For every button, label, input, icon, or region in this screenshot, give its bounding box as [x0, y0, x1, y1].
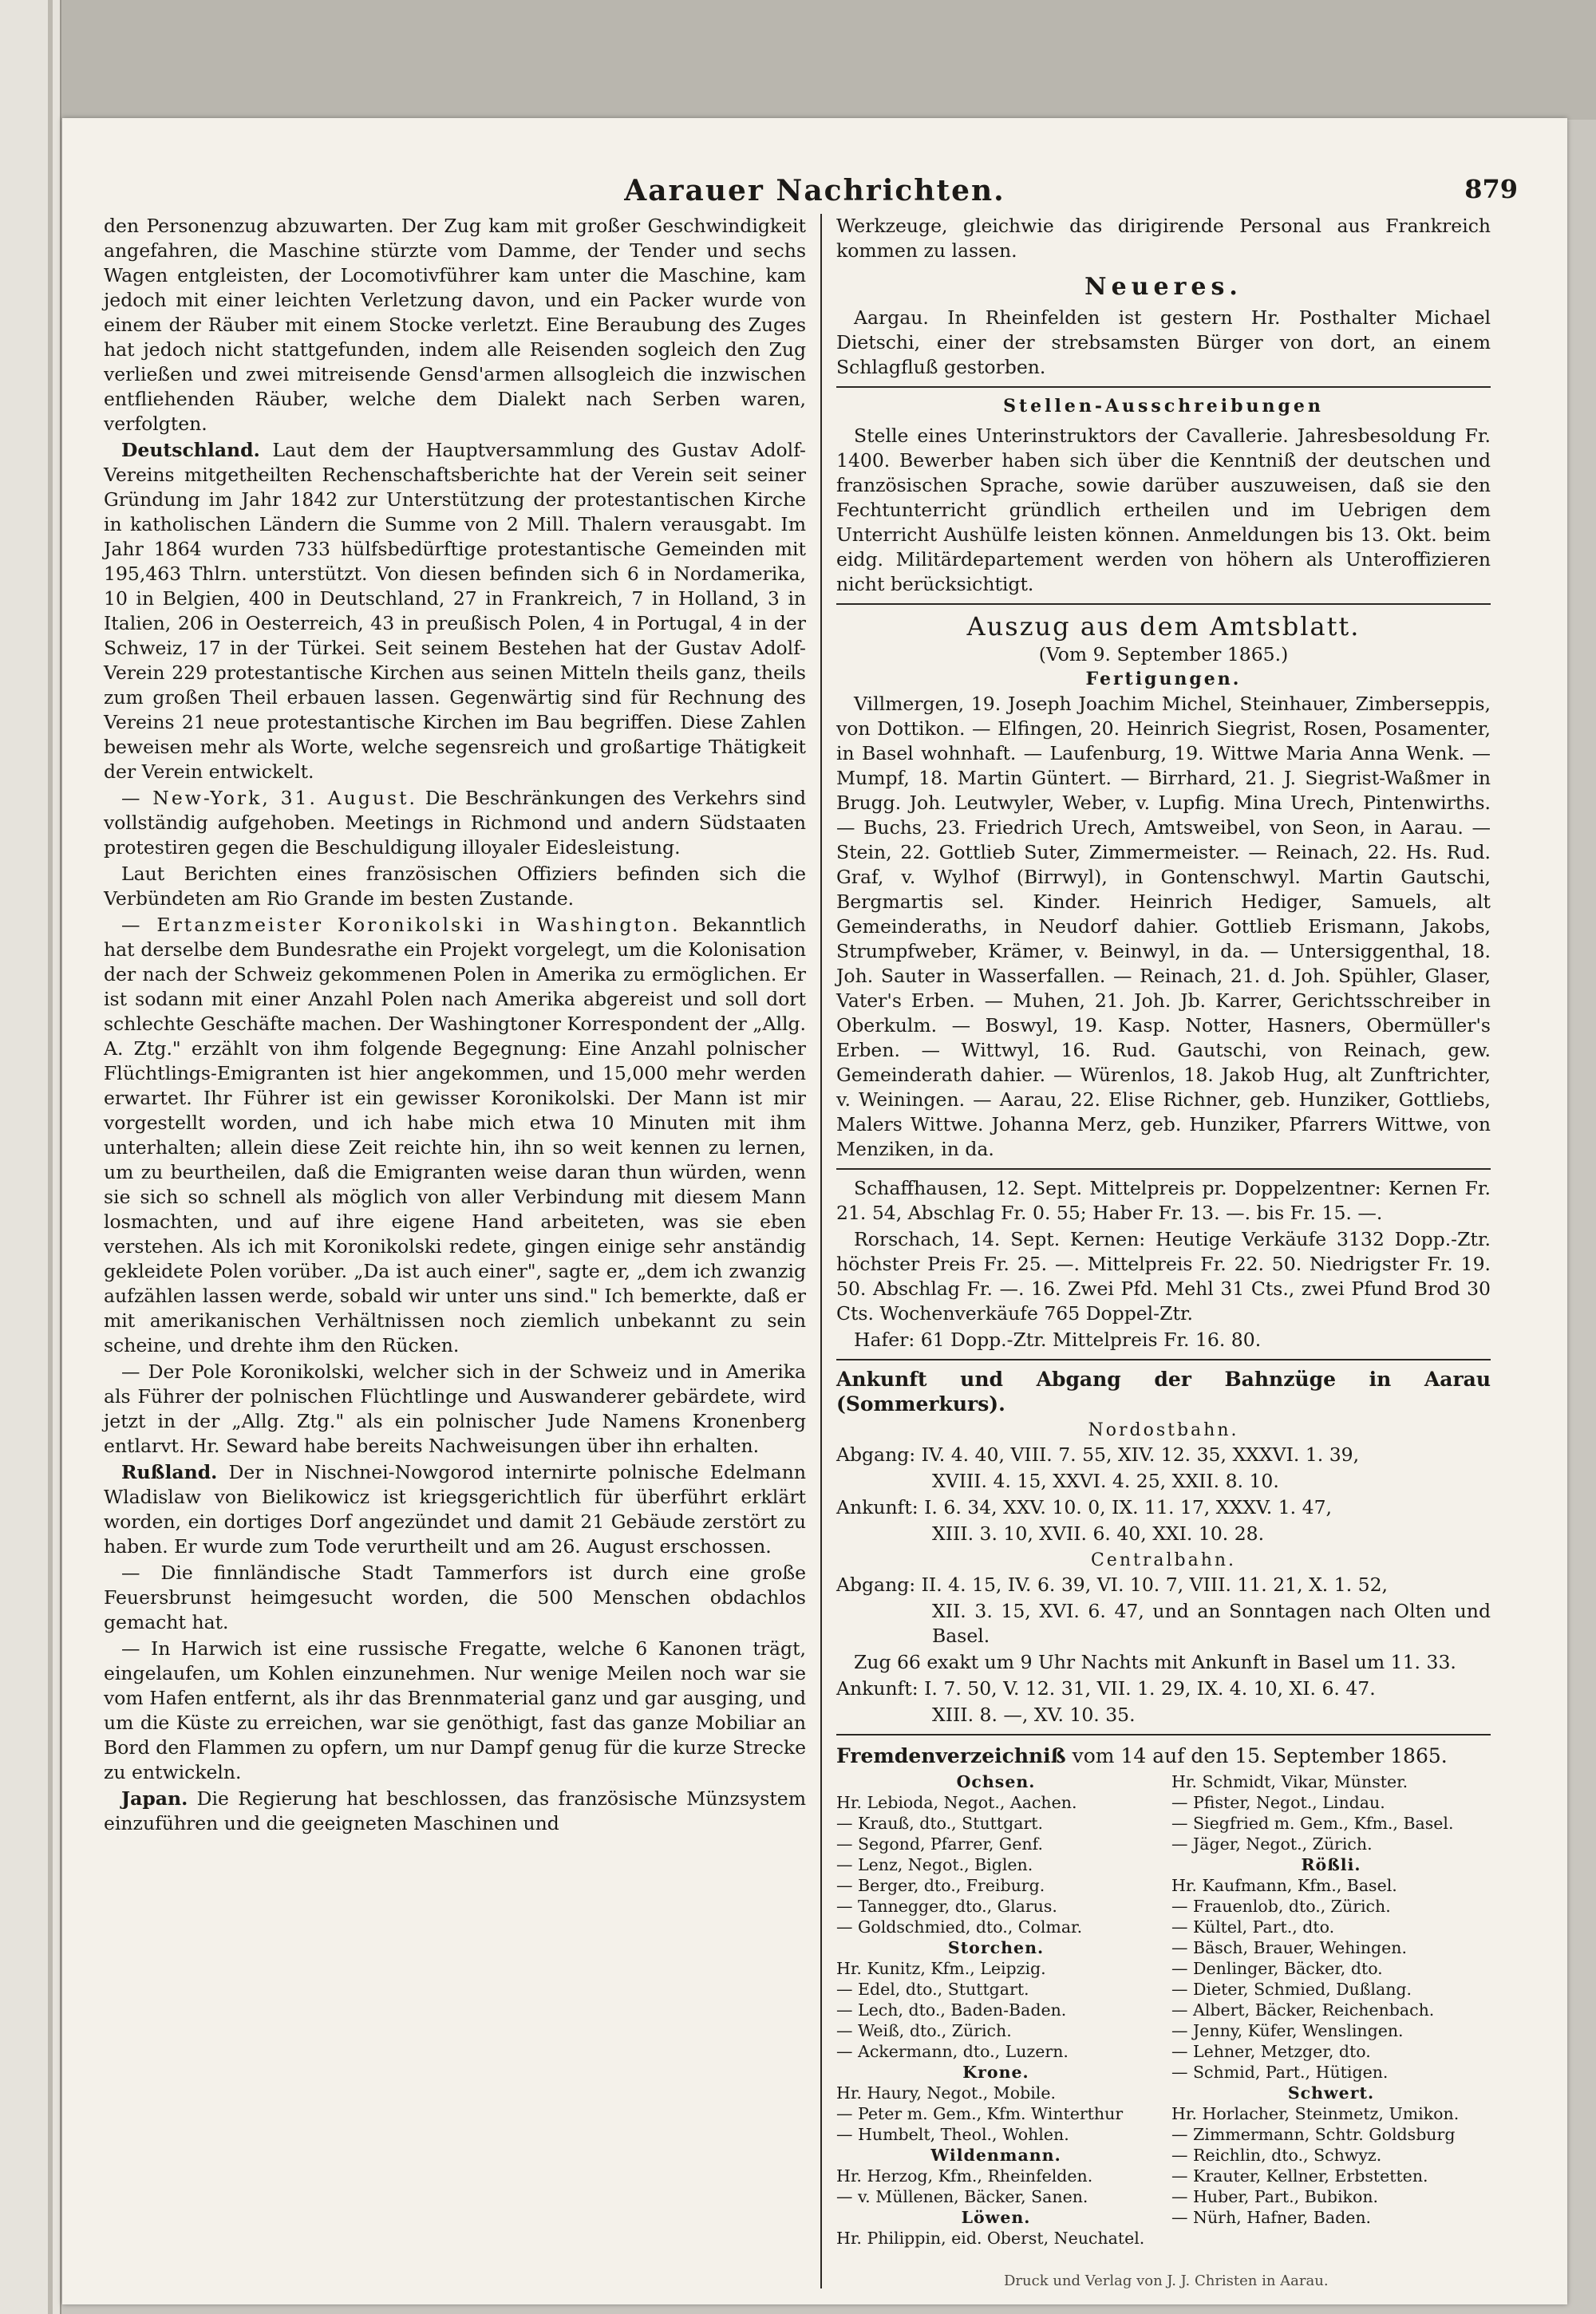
article-new-york-text: Die Beschränkungen des Verkehrs sind vollständig aufgehoben. Meetings in Richmond und andern Südstaaten protestiren gegen die Beschuldigung illoyaler Eidesleistung. [104, 787, 806, 859]
newspaper-page [62, 118, 1567, 2304]
guest-entry: Hr. Haury, Negot., Mobile. [836, 2083, 1056, 2103]
article-rio-grande: Laut Berichten eines französischen Offiziers befinden sich die Verbündeten am Rio Grande im besten Zustande. [104, 863, 806, 910]
guest-entry: — Schmid, Part., Hütigen. [1171, 2063, 1389, 2082]
guest-entry: Hr. Schmidt, Vikar, Münster. [1171, 1772, 1408, 1791]
article-koronikolski-text: Bekanntlich hat derselbe dem Bundesrathe ein Projekt vorgelegt, um die Kolonisation der nach der Schweiz gekommenen Polen in Amerika zu ermöglichen. Er ist sodann mit einer Anzahl Polen nach Amerika abgereist und soll dort schlechte Geschäfte machen. Der Washingtoner Korrespondent der „Allg. A. Ztg." erzählt von ihm folgende Begegnung: Eine Anzahl polnischer Flüchtlings-Emigranten ist hier angekommen, und 15,000 mehr werden erwartet. Ihr Führer ist ein gewisser Koronikolski. Der Mann ist mir vorgestellt worden, und ich habe mich etwa 10 Minuten mit ihm unterhalten; allein diese Zeit reichte hin, ihn so weit kennen zu lernen, um zu beurtheilen, daß die Emigranten weise daran thun würden, wenn sie sich so schnell als möglich von aller Verbindung mit diesem Mann losmachten, und auf ihre eigene Hand arbeiteten, was sie eben verstehen. Als ich mit Koronikolski redete, gingen einige sehr anständig gekleidete Polen vorüber. „Da ist auch einer", sagte er, „dem ich zwanzig aufzählen lassen werde, sobald wir unter uns sind." Ich bemerkte, daß er mit amerikanischen Verhältnissen noch ziemlich unbekannt zu sein scheine, und drehte ihm den Rücken. [104, 914, 806, 1356]
guest-list-right [1171, 1771, 1491, 2249]
printer-imprint: Druck und Verlag von J. J. Christen in Aarau. [1004, 2273, 1329, 2289]
guest-entry: — v. Müllenen, Bäcker, Sanen. [836, 2187, 1088, 2206]
guest-entry: — Jäger, Negot., Zürich. [1171, 1834, 1373, 1854]
dateline-japan: Japan. [121, 1787, 188, 1810]
train-nordost-ankunft: Ankunft: I. 6. 34, XXV. 10. 0, IX. 11. 17, XXXV. 1. 47, [836, 1496, 1332, 1518]
guest-entry: — Lenz, Negot., Biglen. [836, 1855, 1033, 1874]
hotel-name: Schwert. [1287, 2083, 1375, 2103]
guest-entry: — Jenny, Küfer, Wenslingen. [1171, 2021, 1404, 2040]
guest-entry: — Denlinger, Bäcker, dto. [1171, 1959, 1383, 1978]
hotel-name: Löwen. [961, 2208, 1031, 2227]
article-japan-text: Die Regierung hat beschlossen, das französische Münzsystem einzuführen und die geeigneten Maschinen und [104, 1787, 806, 1834]
hotel-name: Rößli. [1301, 1855, 1361, 1874]
guest-entry: — Frauenlob, dto., Zürich. [1171, 1897, 1391, 1916]
train-nordost-abgang: Abgang: IV. 4. 40, VIII. 7. 55, XIV. 12. 35, XXXVI. 1. 39, [836, 1443, 1360, 1466]
train-central-ankunft: Ankunft: I. 7. 50, V. 12. 31, VII. 1. 29, IX. 4. 10, XI. 6. 47. [836, 1677, 1376, 1700]
guest-entry: — Reichlin, dto., Schwyz. [1171, 2146, 1382, 2165]
article-kronenberg: — Der Pole Koronikolski, welcher sich in der Schweiz und in Amerika als Führer der polnischen Flüchtlinge und Auswanderer gebärdete, wird jetzt in der „Allg. Ztg." als ein polnischer Jude Namens Kronenberg entlarvt. Hr. Seward habe bereits Nachweisungen über ihn erhalten. [104, 1360, 806, 1457]
train-nordost-abgang-cont: XVIII. 4. 15, XXVI. 4. 25, XXII. 8. 10. [932, 1470, 1279, 1492]
guest-entry: Hr. Horlacher, Steinmetz, Umikon. [1171, 2104, 1460, 2123]
guest-entry: — Berger, dto., Freiburg. [836, 1876, 1045, 1895]
guest-entry: Hr. Philippin, eid. Oberst, Neuchatel. [836, 2229, 1145, 2248]
guest-entry: — Pfister, Negot., Lindau. [1171, 1793, 1385, 1812]
train-schedule-title: Ankunft und Abgang der Bahnzüge in Aarau (Sommerkurs). [836, 1368, 1491, 1416]
section-title-stellen: Stellen-Ausschreibungen [1003, 396, 1324, 417]
guest-entry: — Segond, Pfarrer, Genf. [836, 1834, 1044, 1854]
guest-entry: — Nürh, Hafner, Baden. [1171, 2208, 1372, 2227]
guest-entry: Hr. Kunitz, Kfm., Leipzig. [836, 1959, 1046, 1978]
guest-list-title [836, 1743, 1491, 1768]
section-title-fertigungen: Fertigungen. [1085, 669, 1242, 689]
train-central-abgang-cont: XII. 3. 15, XVI. 6. 47, und an Sonntagen nach Olten und Basel. [932, 1600, 1491, 1647]
guest-entry: — Lech, dto., Baden-Baden. [836, 2000, 1067, 2020]
hotel-name: Wildenmann. [930, 2146, 1061, 2165]
hotel-name: Ochsen. [956, 1772, 1036, 1791]
guest-entry: — Ackermann, dto., Luzern. [836, 2042, 1069, 2061]
dateline-koronikolski: — Ertanzmeister Koronikolski in Washington. [121, 914, 681, 936]
article-neueres: Aargau. In Rheinfelden ist gestern Hr. Posthalter Michael Dietschi, einer der strebsamsten Bürger von dort, an einem Schlagfluß gestorben. [836, 306, 1491, 378]
section-title-neueres: Neueres. [1084, 273, 1242, 301]
scan-background [60, 0, 1596, 120]
article-koronikolski [104, 913, 806, 1358]
dateline-russland: Rußland. [121, 1461, 218, 1483]
article-harwich: — In Harwich ist eine russische Fregatte, welche 6 Kanonen trägt, eingelaufen, um Kohlen einzunehmen. Nur wenige Meilen noch war sie vom Hafen entfernt, als ihr das Brennmaterial ganz und gar ausging, und um die Küste zu erreichen, war sie genöthigt, fast das ganze Mobiliar an Bord den Flammen zu opfern, um nur Dampf genug für die kurze Strecke zu entwickeln. [104, 1637, 806, 1783]
guest-entry: — Zimmermann, Schtr. Goldsburg [1171, 2125, 1456, 2144]
article-new-york [104, 786, 806, 860]
market-rorschach: Rorschach, 14. Sept. Kernen: Heutige Verkäufe 3132 Dopp.-Ztr. höchster Preis Fr. 25. —. Mittelpreis Fr. 22. 50. Niedrigster Fr. 19. 50. Abschlag Fr. —. 16. Zwei Pfd. Mehl 31 Cts., zwei Pfund Brod 30 Cts. Wochenverkäufe 765 Doppel-Ztr. [836, 1228, 1491, 1325]
article-deutschland-text: Laut dem der Hauptversammlung des Gustav Adolf-Vereins mitgetheilten Rechenschaftsberichte hat der Verein seit seiner Gründung im Jahr 1842 zur Unterstützung der protestantischen Kirche in katholischen Ländern die Summe von 2 Mill. Thalern verausgabt. Im Jahr 1864 wurden 733 hülfsbedürftige protestantische Gemeinden mit 195,463 Thlrn. unterstützt. Von diesen befinden sich 6 in Nordamerika, 10 in Belgien, 400 in Deutschland, 27 in Frankreich, 7 in Holland, 3 in Italien, 206 in Oesterreich, 43 in preußisch Polen, 4 in Portugal, 4 in der Schweiz, 17 in der Türkei. Seit seinem Bestehen hat der Gustav Adolf-Verein 229 protestantische Kirchen aus seinen Mitteln theils ganz, theils zum großen Theil erbauen lassen. Gegenwärtig sind für Rechnung des Vereins 21 neue protestantische Kirchen im Bau begriffen. Diese Zahlen beweisen mehr als Worte, welche segensreich und großartige Thätigkeit der Verein entwickelt. [104, 439, 806, 783]
guest-entry: — Krauter, Kellner, Erbstetten. [1171, 2166, 1428, 2186]
guest-entry: Hr. Kaufmann, Kfm., Basel. [1171, 1876, 1397, 1895]
guest-entry: — Peter m. Gem., Kfm. Winterthur [836, 2104, 1124, 2123]
guest-entry: Hr. Herzog, Kfm., Rheinfelden. [836, 2166, 1093, 2186]
page-title: Aarauer Nachrichten. [624, 174, 1005, 207]
train-centralbahn-label: Centralbahn. [1090, 1550, 1237, 1570]
article-deutschland [104, 438, 806, 784]
train-central-ankunft-cont: XIII. 8. —, XV. 10. 35. [932, 1704, 1136, 1726]
divider [836, 386, 1491, 388]
article-japan [104, 1787, 806, 1836]
guest-entry: — Krauß, dto., Stuttgart. [836, 1814, 1044, 1833]
dateline-new-york: — New-York, 31. August. [121, 787, 417, 809]
guest-entry: — Edel, dto., Stuttgart. [836, 1980, 1029, 1999]
guest-entry: — Kültel, Part., dto. [1171, 1917, 1335, 1937]
section-title-amtsblatt: Auszug aus dem Amtsblatt. [966, 611, 1361, 642]
dateline-deutschland: Deutschland. [121, 439, 260, 461]
hotel-name: Storchen. [947, 1938, 1045, 1957]
article-russland [104, 1460, 806, 1559]
divider [836, 1734, 1491, 1736]
train-central-abgang: Abgang: II. 4. 15, IV. 6. 39, VI. 10. 7, VIII. 11. 21, X. 1. 52, [836, 1574, 1389, 1596]
guest-entry: — Huber, Part., Bubikon. [1171, 2187, 1379, 2206]
amtsblatt-date: (Vom 9. September 1865.) [1038, 643, 1289, 665]
article-japan-continued: Werkzeuge, gleichwie das dirigirende Personal aus Frankreich kommen zu lassen. [836, 215, 1491, 262]
guest-entry: — Tannegger, dto., Glarus. [836, 1897, 1057, 1916]
article-fertigungen: Villmergen, 19. Joseph Joachim Michel, Steinhauer, Zimberseppis, von Dottikon. — Elfingen, 20. Heinrich Siegrist, Rosen, Posamenter, in Basel wohnhaft. — Laufenburg, 19. Wittwe Maria Anna Wenk. — Mumpf, 18. Martin Güntert. — Birrhard, 21. J. Siegrist-Waßmer in Brugg. Joh. Leutwyler, Weber, v. Lupfig. Mina Urech, Pintenwirths. — Buchs, 23. Friedrich Urech, Amtsweibel, von Seon, in Aarau. — Stein, 22. Gottlieb Suter, Zimmermeister. — Reinach, 22. Hs. Rud. Graf, v. Wylhof (Birrwyl), in Gontenschwyl. Martin Gautschi, Bergmartis sel. Kinder. Heinrich Hediger, Samuels, alt Gemeinderaths, in Neudorf dahier. Gottlieb Erismann, Jakobs, Strumpfweber, Krämer, v. Beinwyl, in da. — Untersiggenthal, 18. Joh. Sauter in Wasserfallen. — Reinach, 21. d. Joh. Spühler, Glaser, Vater's Erben. — Muhen, 21. Joh. Jb. Karrer, Gerichtsschreiber in Oberkulm. — Boswyl, 19. Kasp. Notter, Hasners, Obermüller's Erben. — Wittwyl, 16. Rud. Gautschi, von Reinach, gew. Gemeinderath dahier. — Würenlos, 18. Jakob Hug, alt Zunftrichter, v. Weiningen. — Aarau, 22. Elise Richner, geb. Hunziker, Gottliebs, Malers Wittwe. Johanna Merz, geb. Hunziker, Pfarrers Wittwe, von Menziken, in da. [836, 693, 1491, 1160]
guest-entry: — Dieter, Schmied, Dußlang. [1171, 1980, 1412, 1999]
guest-entry: — Siegfried m. Gem., Kfm., Basel. [1171, 1814, 1454, 1833]
train-central-zug: Zug 66 exakt um 9 Uhr Nachts mit Ankunft in Basel um 11. 33. [854, 1651, 1456, 1673]
page-number: 879 [1464, 174, 1518, 204]
article-train-robbery: den Personenzug abzuwarten. Der Zug kam mit großer Geschwindigkeit angefahren, die Maschine stürzte vom Damme, der Tender und sechs Wagen entgleisten, der Locomotivführer kam unter die Maschine, kam jedoch mit einer leichten Verletzung davon, und ein Packer wurde von einem der Räuber mit einem Stocke verletzt. Eine Beraubung des Zuges hat jedoch nicht stattgefunden, indem alle Reisenden sogleich den Zug verließen und zwei mitreisende Gensd'armen allsogleich die inzwischen entfliehenden Räuber, welche dem Dialekt nach Serben waren, verfolgten. [104, 215, 806, 435]
market-schaffhausen: Schaffhausen, 12. Sept. Mittelpreis pr. Doppelzentner: Kernen Fr. 21. 54, Abschlag Fr. 0. 55; Haber Fr. 13. —. bis Fr. 15. —. [836, 1177, 1491, 1224]
guest-list-left [836, 1771, 1156, 2249]
article-stellen: Stelle eines Unterinstruktors der Cavallerie. Jahresbesoldung Fr. 1400. Bewerber haben sich über die Kenntniß der deutschen und französischen Sprache, sowie darüber auszuweisen, daß sie den Fechtunterricht gründlich ertheilen und im Uebrigen dem Unterricht Aushülfe leisten können. Anmeldungen bis 13. Okt. beim eidg. Militärdepartement werden von höhern als Unteroffizieren nicht berücksichtigt. [836, 424, 1491, 595]
right-column [836, 214, 1491, 2249]
guest-entry: — Humbelt, Theol., Wohlen. [836, 2125, 1069, 2144]
guest-entry: — Lehner, Metzger, dto. [1171, 2042, 1371, 2061]
divider [836, 603, 1491, 605]
guest-list-title-date: vom 14 auf den 15. September 1865. [1065, 1744, 1448, 1767]
market-hafer: Hafer: 61 Dopp.-Ztr. Mittelpreis Fr. 16. 80. [854, 1329, 1262, 1351]
facing-page-shadow [48, 0, 53, 2314]
article-russland-text: Der in Nischnei-Nowgorod internirte polnische Edelmann Wladislaw von Bielikowicz ist kriegsgerichtlich für überführt erklärt worden, ein dortiges Dorf angezündet und damit 21 Gebäude zerstört zu haben. Er wurde zum Tode verurtheilt und am 26. August erschossen. [104, 1461, 806, 1558]
guest-list [836, 1771, 1491, 2249]
column-divider [820, 214, 822, 2288]
article-tammerfors: — Die finnländische Stadt Tammerfors ist durch eine große Feuersbrunst heimgesucht worden, die 500 Menschen obdachlos gemacht hat. [104, 1562, 806, 1633]
divider [836, 1168, 1491, 1170]
hotel-name: Krone. [962, 2063, 1029, 2082]
guest-entry: — Albert, Bäcker, Reichenbach. [1171, 2000, 1435, 2020]
left-column [104, 214, 806, 1838]
train-nordost-ankunft-cont: XIII. 3. 10, XVII. 6. 40, XXI. 10. 28. [932, 1522, 1265, 1545]
page-header [62, 174, 1567, 214]
guest-entry: — Bäsch, Brauer, Wehingen. [1171, 1938, 1408, 1957]
guest-entry: — Goldschmied, dto., Colmar. [836, 1917, 1083, 1937]
train-nordostbahn-label: Nordostbahn. [1088, 1420, 1239, 1440]
guest-list-title-bold: Fremdenverzeichniß [836, 1744, 1066, 1767]
guest-entry: Hr. Lebioda, Negot., Aachen. [836, 1793, 1077, 1812]
guest-entry: — Weiß, dto., Zürich. [836, 2021, 1012, 2040]
divider [836, 1359, 1491, 1360]
